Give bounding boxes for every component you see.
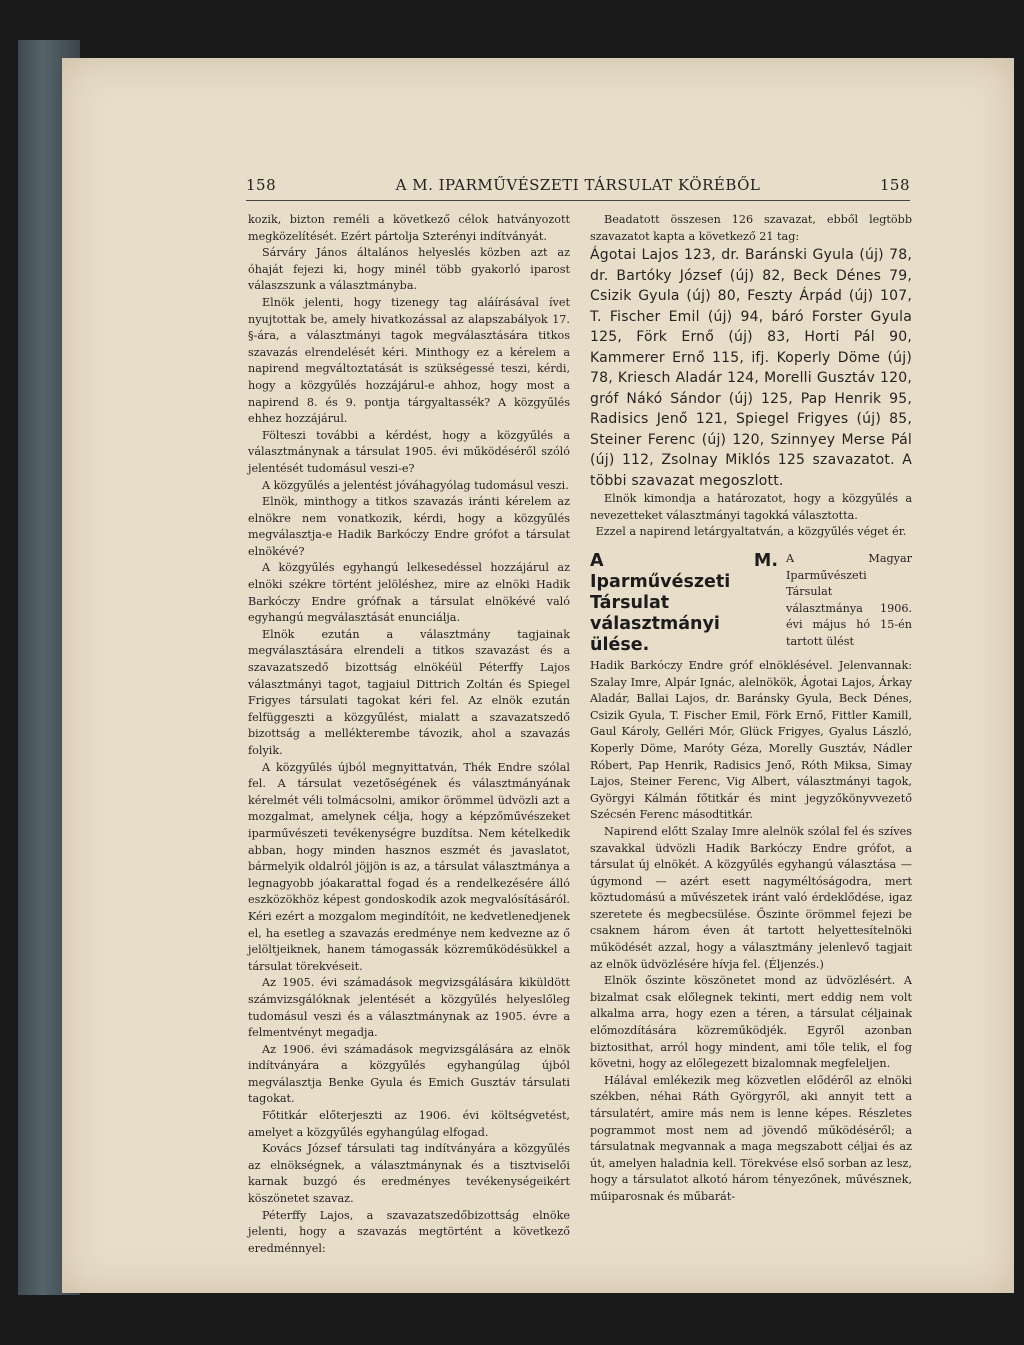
running-header <box>246 176 910 194</box>
paragraph: A közgyűlés újból megnyittatván, Thék Endre szólal fel. A társulat vezetőségének és választmányának kérelmét véli tolmácsolni, amikor örömmel üdvözli azt a mozgalmat, amelynek célja, hogy a képzőművészeket iparművészeti tevékenységre buzdítsa. Nem kételkedik abban, hogy minden hasznos eszmét és javaslatot, bármelyik oldalról jöjjön is az, a társulat választmánya a legnagyobb jóakarattal fogad és a rendelkezésére álló eszközökhöz képest gondoskodik azok megvalósításáról. Kéri ezért a mozgalom megindítóit, ne kedvetlenedjenek el, ha esetleg a szavazás eredménye nem kedvezne az ő jelöltjeiknek, hanem támogassák közreműködésükkel a társulat törekvéseit. <box>248 760 570 973</box>
elected-members-list: Ágotai Lajos 123, dr. Baránski Gyula (új) 78, dr. Bartóky József (új) 82, Beck Dénes 79, Csizik Gyula (új) 80, Feszty Árpád (új) 107, T. Fischer Emil (új) 94, báró Forster Gyula 125, Förk Ernő (új) 83, Horti Pál 90, Kammerer Ernő 115, ifj. Koperly Döme (új) 78, Kriesch Aladár 124, Morelli Gusztáv 120, gróf Nákó Sándor (új) 125, Pap Henrik 95, Radisics Jenő 121, Spiegel Frigyes (új) 85, Steiner Ferenc (új) 120, Szinnyey Merse Pál (új) 112, Zsolnay Miklós 125 szavazatot. A többi szavazat megoszlott. <box>590 247 912 489</box>
section-title: A M. Iparművészeti Társulat választmányi ülése. <box>590 550 778 655</box>
paragraph: Fölteszi további a kérdést, hogy a közgyűlés a választmánynak a társulat 1905. évi működéséről szóló jelentését tudomásul veszi-e? <box>248 428 570 475</box>
paragraph: Elnök őszinte köszönetet mond az üdvözlésért. A bizalmat csak előlegnek tekinti, mert eddig nem volt alkalma arra, hogy ezen a téren, a társulat céljainak előmozdítására közreműködjék. Egyről azonban biztosithat, arról hogy mindent, ami tőle telik, el fog követni, hogy az előlegezett bizalomnak megfeleljen. <box>590 974 912 1071</box>
closing-line: Ezzel a napirend letárgyaltatván, a közgyűlés véget ér. <box>595 525 907 539</box>
paragraph: Főtitkár előterjeszti az 1906. évi költségvetést, amelyet a közgyűlés egyhangúlag elfogad. <box>248 1109 570 1139</box>
header-rule <box>246 200 910 201</box>
paragraph: Péterffy Lajos, a szavazatszedőbizottság elnöke jelenti, hogy a szavazás megtörtént a következő eredménnyel: <box>248 1208 570 1255</box>
left-column <box>248 212 570 1257</box>
paragraph: A közgyűlés a jelentést jóváhagyólag tudomásul veszi. <box>262 478 569 492</box>
vote-summary: Beadatott összesen 126 szavazat, ebből legtöbb szavazatot kapta a következő 21 tag: <box>590 213 912 243</box>
page-number-right: 158 <box>879 176 910 194</box>
paragraph: Kovács József társulati tag indítványára a közgyűlés az elnökségnek, a választmánynak és a tisztviselői karnak buzgó és eredményes tevékenységeikért köszönetet szavaz. <box>248 1142 570 1206</box>
section-heading-block <box>590 551 912 656</box>
page-number-left: 158 <box>246 176 277 194</box>
resolution-paragraph: Elnök kimondja a határozatot, hogy a közgyűlés a nevezetteket választmányi tagokká választotta. <box>590 492 912 522</box>
paragraph: Sárváry János általános helyeslés közben azt az óhaját fejezi ki, hogy minél több gyakorló iparost válaszszunk a választmányba. <box>248 246 570 293</box>
section-intro: A Magyar Iparművészeti Társulat választmánya 1906. évi május hó 15-én tartott ülést <box>786 551 912 648</box>
paragraph: Napirend előtt Szalay Imre alelnök szólal fel és szíves szavakkal üdvözli Hadik Barkóczy Endre grófot, a társulat új elnökét. A közgyűlés egyhangú választása — úgymond — azért esett nagyméltóságodra, mert köztudomású a művészetek iránt való érdeklődése, igaz szeretete és megbecsülése. Őszinte örömmel fejezi be csaknem három éven át tartott helyettesítelnöki működését azzal, hogy a választmány jelenlevő tagjait az elnök üdvözlésére hívja fel. (Éljenzés.) <box>590 824 912 971</box>
paragraph: Elnök ezután a választmány tagjainak megválasztására elrendeli a titkos szavazást és a szavazatszedő bizottság elnökéül Péterffy Lajos választmányi tagot, tagjaiul Dittrich Zoltán és Spiegel Frigyes társulati tagokat kéri fel. Az elnök ezután felfüggeszti a közgyűlést, mialatt a szavazatszedő bizottság a mellékterembe távozik, ahol a szavazás folyik. <box>248 627 570 757</box>
paragraph: Az 1906. évi számadások megvizsgálására az elnök indítványára a közgyűlés egyhangúlag újból megválasztja Benke Gyula és Emich Gusztáv társulati tagokat. <box>248 1042 570 1106</box>
paragraph: Hadik Barkóczy Endre gróf elnöklésével. Jelenvannak: Szalay Imre, Alpár Ignác, alelnökök, Ágotai Lajos, Árkay Aladár, Ballai Lajos, dr. Baránsky Gyula, Beck Dénes, Csizik Gyula, T. Fischer Emil, Förk Ernő, Fittler Kamill, Gaul Károly, Gelléri Mór, Glück Frigyes, Gyalus László, Koperly Döme, Maróty Géza, Morelly Gusztáv, Nádler Róbert, Pap Henrik, Radisics Jenő, Róth Miksa, Simay Lajos, Steiner Ferenc, Vig Albert, választmányi tagok, Györgyi Kálmán főtitkár és mint jegyzőkönyvvezető Szécsén Ferenc másodtitkár. <box>590 658 912 822</box>
paragraph: A közgyűlés egyhangú lelkesedéssel hozzájárul az elnöki székre történt jelöléshez, mire az elnöki Hadik Barkóczy Endre grófnak a társulat elnökévé való egyhangú megválasztását enunciálja. <box>248 561 570 625</box>
paragraph: kozik, bizton reméli a következő célok hatványozott megközelítését. Ezért pártolja Szterényi indítványát. <box>248 213 570 243</box>
paragraph: Elnök, minthogy a titkos szavazás iránti kérelem az elnökre nem vonatkozik, kérdi, hogy a közgyűlés megválasztja-e Hadik Barkóczy Endre grófot a társulat elnökévé? <box>248 495 570 558</box>
paragraph: Hálával emlékezik meg közvetlen elődéről az elnöki székben, néhai Ráth Györgyről, aki annyit tett a társulatért, amire más nem is lenne képes. Részletes pogrammot most nem ad jövendő működéséről; a társulatnak megvannak a maga megszabott céljai és az út, amelyen haladnia kell. Törekvése első sorban az lesz, hogy a társulatot alkotó három tényezőnek, művésznek, műiparosnak és műbarát- <box>590 1073 912 1203</box>
running-title: A M. IPARMŰVÉSZETI TÁRSULAT KÖRÉBŐL <box>395 176 761 194</box>
right-column <box>590 212 912 1206</box>
paragraph: Elnök jelenti, hogy tizenegy tag aláírásával ívet nyujtottak be, amely hivatkozással az alapszabályok 17. §-ára, a választmányi tagok megválasztására titkos szavazás elrendelését kéri. Minthogy ez a kérelem a napirend megváltoztatását is szükségessé teszi, kérdi, hogy a közgyűlés hozzájárul-e ahhoz, hogy most a napirend 8. és 9. pontja tárgyaltassék? A közgyűlés ehhez hozzájárul. <box>248 295 570 426</box>
paragraph: Az 1905. évi számadások megvizsgálására kiküldött számvizsgálóknak jelentését a közgyűlés helyeslőleg tudomásul veszi és a választmánynak az 1905. évre a felmentvényt megadja. <box>248 976 570 1040</box>
